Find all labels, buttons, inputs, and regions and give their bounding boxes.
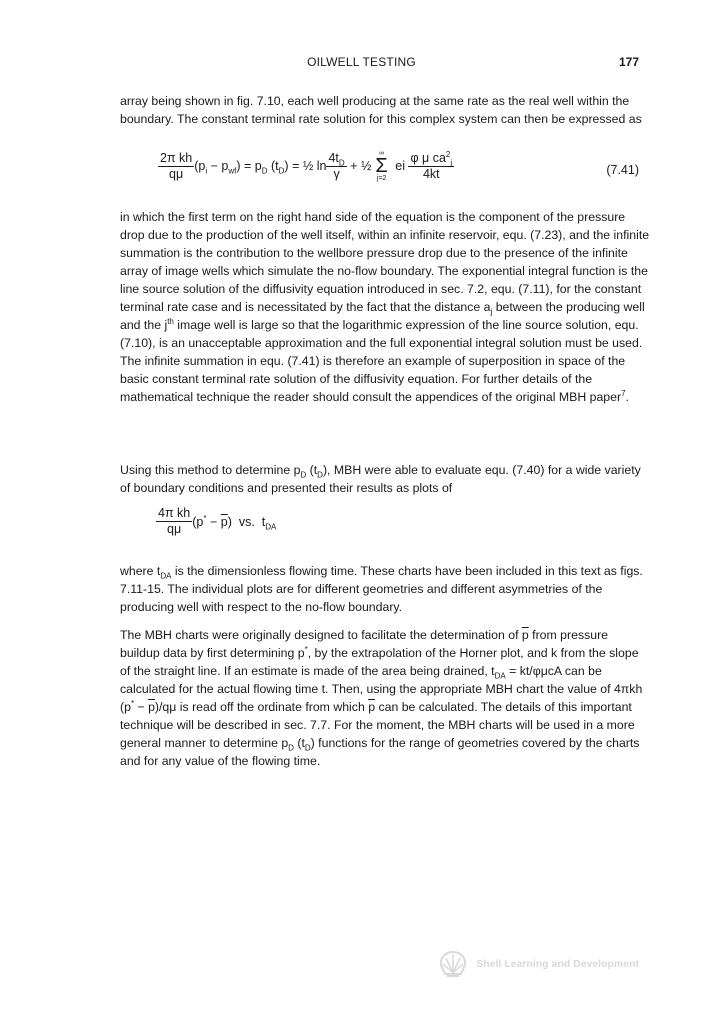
ln-fraction (326, 151, 346, 182)
sum-lower-limit: j=2 (376, 175, 387, 182)
pd-term: $p_D$ $(t_D)$ (254, 159, 289, 176)
plus-sign: + (346, 159, 361, 173)
page-number: 177 (618, 55, 639, 69)
plot-numerator: 4π kh (158, 506, 191, 520)
equation-7-41 (158, 150, 454, 182)
paragraph-explanation: in which the first term on the right hand side of the equation is the component of the pressure drop due to the production of the well itself, within an infinite reservoir, equ. (7.23), and the infinite summation is the contribution to the wellbore pressure drop due to the presence of the infinite array of image wells which simulate the no-flow boundary. The exponential integral function is the line source solution of the diffusivity equation introduced in sec. 7.2, equ. (7.11), for the constant terminal rate case and is necessitated by the fact that the distance $a_j$ between the producing well and the $j^{th}$ image well is large so that the logarithmic expression of the line source solution, equ. (7.10), is an unacceptable approximation and the full exponential integral solution must be used. The infinite summation in equ. (7.41) is therefore an example of superposition in space of the basic constant terminal rate solution of the diffusivity equation. For further details of the mathematical technique the reader should consult the appendices of the original MBH paper$^7$. (120, 210, 650, 404)
plot-denominator: qμ (167, 522, 182, 536)
sum-symbol: Σ (375, 155, 388, 177)
running-header: OILWELL TESTING (307, 55, 416, 69)
ei-label: ei (391, 159, 409, 173)
equals-1: = (240, 159, 255, 173)
equals-2: = (288, 159, 303, 173)
lhs-denominator: qμ (169, 166, 184, 181)
plot-expression (156, 506, 276, 537)
plot-fraction (156, 506, 192, 537)
ei-denominator: 4kt (422, 166, 440, 181)
paragraph-method: Using this method to determine $p_D$ $(t_D)$, MBH were able to evaluate equ. (7.40) for a wide variety of boundary conditions and presented their results as plots of (120, 463, 641, 495)
ei-fraction (408, 151, 454, 182)
summation (375, 150, 387, 182)
half-1: ½ (302, 159, 314, 173)
paragraph-where: where $t_{DA}$ is the dimensionless flowing time. These charts have been included in this text as figs. 7.11-15. The individual plots are for different geometries and different asymmetries of the producing well with respect to the no-flow boundary. (120, 564, 643, 614)
shell-icon (438, 950, 468, 978)
half-2: ½ (360, 159, 372, 173)
lhs-numerator: 2π kh (160, 150, 193, 165)
lhs-pressure: $(p_i - p_{wf})$ (194, 159, 241, 176)
paragraph-intro: array being shown in fig. 7.10, each well producing at the same rate as the real well within the boundary. The constant terminal rate solution for this complex system can then be expressed as (120, 94, 642, 126)
plot-pressure-term: $(p^* - \overline{p})$ (192, 513, 232, 529)
equation-number: (7.41) (606, 163, 639, 177)
footer-logo (438, 950, 639, 978)
ln-denominator: γ (333, 166, 340, 181)
lhs-fraction (158, 151, 194, 182)
paragraph-mbh-charts: The MBH charts were originally designed to facilitate the determination of $\overline{p}$ from pressure buildup data by first determining p*, by the extrapolation of the Horner plot, and k from the slope of the straight line. If an estimate is made of the area being drained, $t_{DA} = kt/\varphi\mu cA$ can be calculated for the actual flowing time t. Then, using the appropriate MBH chart the value of 4πkh $(p^* - \overline{p})/q\mu$ is read off the ordinate from which $\overline{p}$ can be calculated. The details of this important technique will be described in sec. 7.7. For the moment, the MBH charts will be used in a more general manner to determine $p_D$ $(t_D)$ functions for the range of geometries covered by the charts and for any value of the flowing time. (120, 628, 643, 768)
footer-logo-text: Shell Learning and Development (476, 958, 639, 970)
ln-numerator: $4t_D$ (328, 150, 345, 167)
ln-label: ln (313, 159, 327, 173)
sum-upper-limit: ∞ (379, 150, 385, 157)
plot-vs-term: vs. $t_{DA}$ (231, 514, 277, 531)
ei-numerator: φ μ $ca^2_j$ (410, 149, 453, 167)
